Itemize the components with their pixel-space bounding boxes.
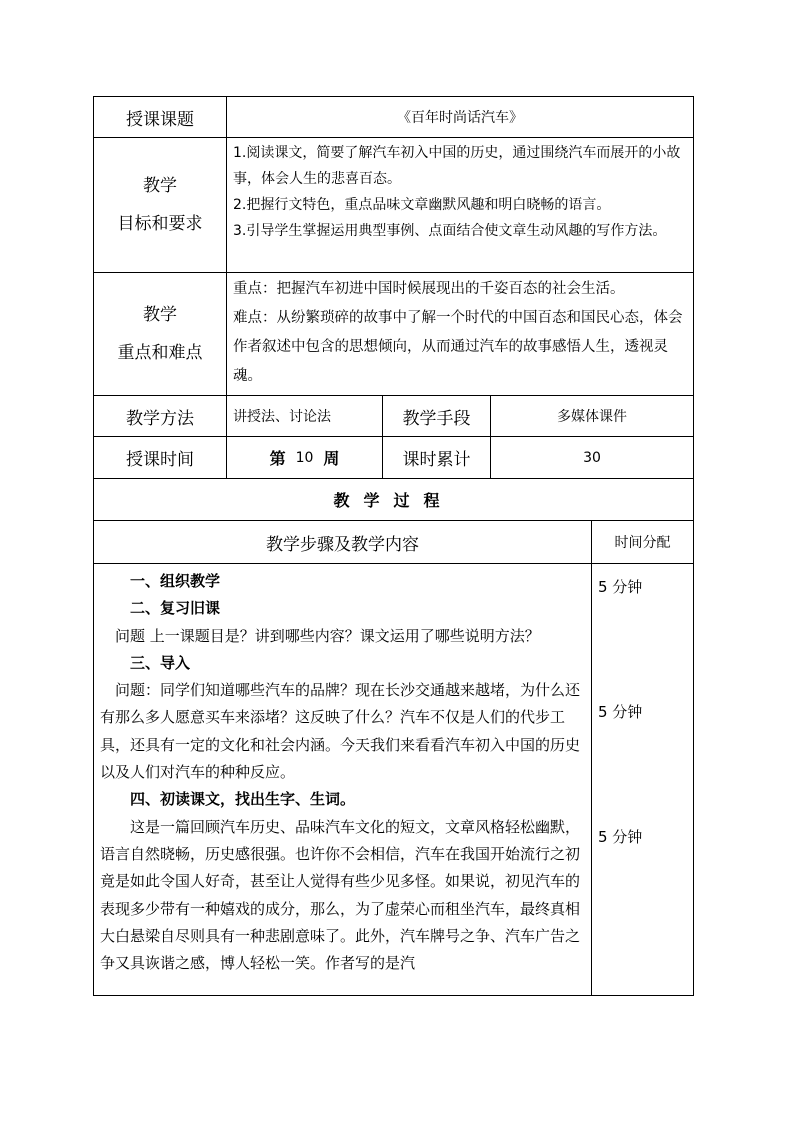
method-label: 教学方法	[93, 395, 227, 437]
means-label: 教学手段	[382, 395, 491, 437]
keypoints-label: 教学 重点和难点	[93, 272, 227, 396]
cumulative-label: 课时累计	[382, 436, 491, 479]
time-allocation: 5 分钟	[598, 828, 643, 846]
keypoint-item: 难点：从纷繁琐碎的故事中了解一个时代的中国百态和国民心态，体会作者叙述中包含的思想倾向，从而通过汽车的故事感悟人生，透视灵魂。	[233, 310, 683, 384]
intro-paragraph: 问题：同学们知道哪些汽车的品牌？现在长沙交通越来越堵，为什么还有那么多人愿意买车来添堵？这反映了什么？汽车不仅是人们的代步工具，还具有一定的文化和社会内涵。今天我们来看看汽车初入中国的历史以及人们对汽车的种种反应。	[100, 681, 581, 782]
goal-item: 2.把握行文特色，重点品味文章幽默风趣和明白晓畅的语言。	[233, 197, 611, 213]
keypoint-item: 重点：把握汽车初进中国时候展现出的千姿百态的社会生活。	[233, 281, 625, 297]
goal-item: 1.阅读课文，简要了解汽车初入中国的历史，通过围绕汽车而展开的小故事，体会人生的悲喜百态。	[233, 145, 681, 187]
section-heading: 三、导入	[130, 653, 191, 672]
method-value: 讲授法、讨论法	[226, 395, 383, 437]
topic-value: 《百年时尚话汽车》	[226, 96, 694, 138]
time-allocation-column	[591, 563, 694, 996]
time-allocation-header: 时间分配	[591, 520, 694, 564]
time-allocation: 5 分钟	[598, 578, 643, 596]
process-title: 教学过程	[93, 478, 694, 521]
means-value: 多媒体课件	[490, 395, 694, 437]
goals-content	[226, 137, 694, 273]
section-heading: 二、复习旧课	[130, 599, 221, 618]
reading-paragraph: 这是一篇回顾汽车历史、品味汽车文化的短文，文章风格轻松幽默，语言自然晓畅，历史感很强。也许你不会相信，汽车在我国开始流行之初竟是如此令国人好奇，甚至让人觉得有些少见多怪。如果说，初见汽车的表现多少带有一种嬉戏的成分，那么，为了虚荣心而租坐汽车，最终真相大白悬梁自尽则具有一种悲剧意味了。此外，汽车牌号之争、汽车广告之争又具诙谐之感，博人轻松一笑。作者写的是汽	[100, 817, 581, 973]
goal-item: 3.引导学生掌握运用典型事例、点面结合使文章生动风趣的写作方法。	[233, 223, 667, 239]
cumulative-value: 30	[490, 436, 694, 479]
keypoints-content	[226, 272, 694, 396]
review-question: 问题 上一课题目是？讲到哪些内容？课文运用了哪些说明方法？	[115, 626, 540, 645]
week-value: 第 10 周	[226, 436, 383, 479]
section-heading: 一、组织教学	[130, 572, 221, 590]
time-allocation: 5 分钟	[598, 703, 643, 721]
topic-label: 授课课题	[93, 96, 227, 138]
process-content	[93, 563, 592, 996]
section-heading: 四、初读课文，找出生字、生词。	[130, 790, 356, 809]
time-label: 授课时间	[93, 436, 227, 479]
steps-header: 教学步骤及教学内容	[93, 520, 592, 564]
goals-label: 教学 目标和要求	[93, 137, 227, 273]
